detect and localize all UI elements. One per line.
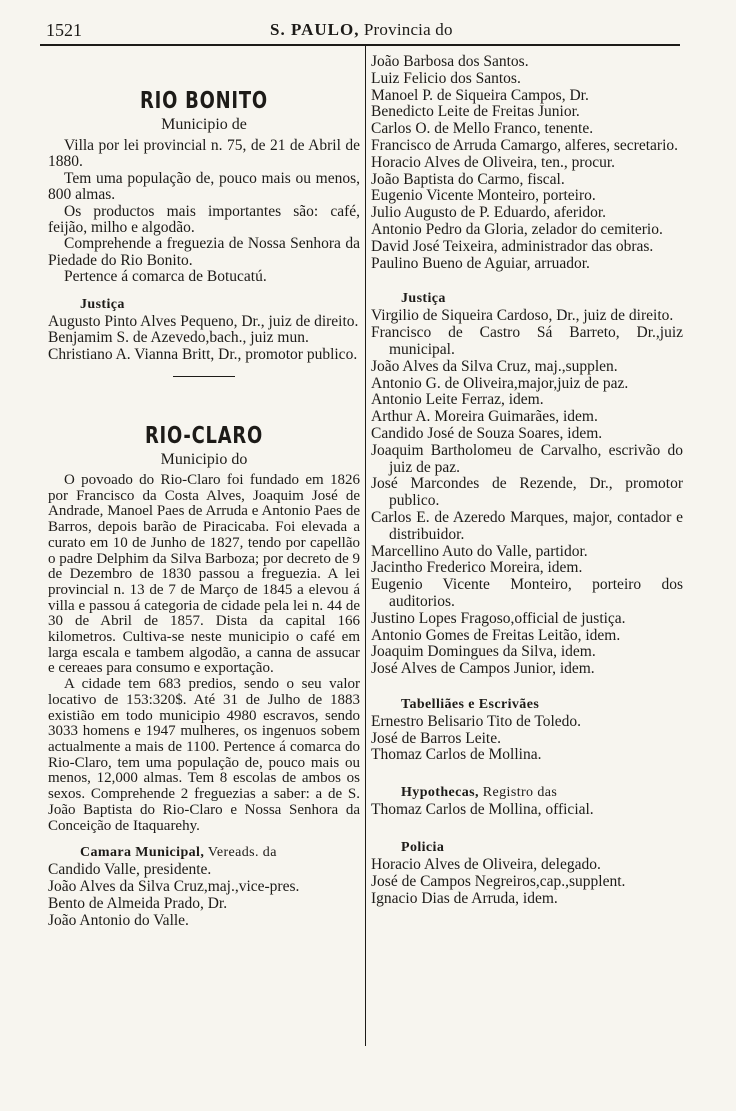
list-item: Antonio G. de Oliveira,major,juiz de paz. [371,374,629,392]
list-item: Paulino Bueno de Aguiar, arruador. [371,254,590,272]
paragraph: Comprehende a freguezia de Nossa Senhora da Piedade do Rio Bonito. [48,235,360,269]
list-item: David José Teixeira, administrador das obras. [371,237,654,255]
list-item: João Alves da Silva Cruz, maj.,supplen. [371,357,618,375]
list-item: Bento de Almeida Prado, Dr. [48,894,228,912]
right-column [371,54,683,907]
list-item: Ernestro Belisario Tito de Toledo. [371,712,582,730]
list-item: Carlos E. de Azeredo Marques, major, contador e distribuidor. [371,508,683,543]
list-item: Francisco de Castro Sá Barreto, Dr.,juiz municipal. [371,324,683,358]
paragraph: Villa por lei provincial n. 75, de 21 de Abril de 1880. [48,137,360,171]
list-item: Joaquim Domingues da Silva, idem. [371,643,596,661]
list-item: Manoel P. de Siqueira Campos, Dr. [371,86,589,104]
list-item: Marcellino Auto do Valle, partidor. [371,542,588,560]
rio-claro-title: RIO-CLARO [144,423,264,450]
list-item: Luiz Felicio dos Santos. [371,69,521,87]
camara-continued-list [371,54,683,272]
list-item: João Antonio do Valle. [48,911,189,929]
paragraph: A cidade tem 683 predios, sendo o seu valor locativo de 153:320$. Até 31 de Julho de 1883 existião em todo municipio 4980 escravos, sendo 3033 homens e 1947 mulheres, os ingenuos sobem actualmente a mais de 1100. Pertence á comarca do Rio-Claro, tem uma população de, pouco mais ou menos, 12,000 almas. Tem 8 escolas de ambos os sexos. Comprehende 2 freguezias a saber: a de S. João Baptista do Rio-Claro e Nossa Senhora da Conceição de Itaquarehy. [48,676,360,834]
policia-list [371,857,683,907]
left-column [48,50,360,929]
rio-bonito-justica-list [48,314,360,364]
camara-heading-bold: Camara Municipal, [80,845,205,861]
list-item: José Alves de Campos Junior, idem. [371,660,595,678]
header-rule [40,44,680,46]
list-item: José de Campos Negreiros,cap.,supplent. [371,872,626,890]
hypothecas-heading [401,784,683,802]
list-item: Antonio Leite Ferraz, idem. [371,391,544,409]
rio-claro-description [48,473,360,834]
paragraph: O povoado do Rio-Claro foi fundado em 1826 por Francisco da Costa Alves, Joaquim José de Andrade, Manoel Paes de Arruda e Antonio Paes de Barros, depois barão de Piracicaba. Foi elevada a curato em 10 de Junho de 1827, tendo por capellão o padre Delphim da Silva Barboza; por decreto de 9 de Dezembro de 1830 passou a freguezia. A lei provincial n. 13 de 7 de Março de 1845 a elevou á villa e passou á categoria de cidade pela lei n. 44 de 30 de Abril de 1857. Dista da capital 166 kilometros. Cultiva-se neste municipio o café em larga escala e tambem algodão, a canna de assucar e cereaes para consumo e exportação. [48,472,360,677]
camara-heading-rest: Vereads. da [204,845,277,861]
running-title-rest: Provincia do [359,20,453,39]
list-item: Eugenio Vicente Monteiro, porteiro dos auditorios. [371,576,683,610]
rio-bonito-description [48,138,360,286]
tabelliaes-list [371,714,683,764]
paragraph: Os productos mais importantes são: café, feijão, milho e algodão. [48,202,360,237]
paragraph: Pertence á comarca de Botucatú. [64,268,267,286]
list-item: Horacio Alves de Oliveira, ten., procur. [371,153,616,171]
rio-bonito-subtitle: Municipio de [161,116,247,133]
page-header [0,0,736,46]
list-item: Jacintho Frederico Moreira, idem. [371,559,583,577]
list-item: José Marcondes de Rezende, Dr., promotor publico. [371,475,683,510]
rio-claro-camara-heading [80,844,360,862]
list-item: Eugenio Vicente Monteiro, porteiro. [371,187,596,205]
list-item: Candido Valle, presidente. [48,861,212,879]
list-item: Benjamim S. de Azevedo,bach., juiz mun. [48,329,309,347]
list-item: Antonio Pedro da Gloria, zelador do cemiterio. [371,220,663,238]
list-item: José de Barros Leite. [371,729,501,747]
list-item: Christiano A. Vianna Britt, Dr., promotor publico. [48,346,358,364]
list-item: Carlos O. de Mello Franco, tenente. [371,120,594,138]
list-item: Virgilio de Siqueira Cardoso, Dr., juiz de direito. [371,307,674,325]
right-justica-heading: Justiça [401,291,446,307]
list-item: Candido José de Souza Soares, idem. [371,424,603,442]
list-item: Justino Lopes Fragoso,official de justiça. [371,609,626,627]
running-title [270,20,453,40]
page-number: 1521 [46,20,82,40]
hypothecas-heading-bold: Hypothecas, [401,785,479,801]
list-item: João Alves da Silva Cruz,maj.,vice-pres. [48,878,300,896]
list-item: Arthur A. Moreira Guimarães, idem. [371,408,598,426]
rio-claro-subtitle: Municipio do [160,451,248,469]
paragraph: Tem uma população de, pouco mais ou menos, 800 almas. [48,169,360,204]
list-item: Benedicto Leite de Freitas Junior. [371,103,580,121]
hypothecas-heading-rest: Registro das [478,785,558,801]
tabelliaes-heading: Tabelliães e Escrivães [401,696,540,712]
list-item: João Baptista do Carmo, fiscal. [371,170,565,188]
rio-bonito-title: RIO BONITO [140,88,268,114]
list-item: Thomaz Carlos de Mollina, official. [371,801,594,819]
list-item: Augusto Pinto Alves Pequeno, Dr., juiz de direito. [48,312,359,330]
list-item: Thomaz Carlos de Mollina. [371,746,542,764]
list-item: Ignacio Dias de Arruda, idem. [371,889,558,907]
list-item: Horacio Alves de Oliveira, delegado. [371,856,601,874]
rio-bonito-justica-heading: Justiça [80,296,125,312]
list-item: Francisco de Arruda Camargo, alferes, secretario. [371,136,679,154]
list-item: Joaquim Bartholomeu de Carvalho, escrivão do juiz de paz. [371,441,683,476]
policia-heading: Policia [401,840,445,856]
hypothecas-list [371,802,683,819]
list-item: João Barbosa dos Santos. [371,53,529,70]
list-item: Antonio Gomes de Freitas Leitão, idem. [371,626,621,644]
list-item: Julio Augusto de P. Eduardo, aferidor. [371,204,607,222]
rio-claro-camara-list [48,862,360,929]
right-justica-list [371,308,683,678]
running-title-caps: S. PAULO, [270,20,360,39]
column-divider [365,46,366,1046]
